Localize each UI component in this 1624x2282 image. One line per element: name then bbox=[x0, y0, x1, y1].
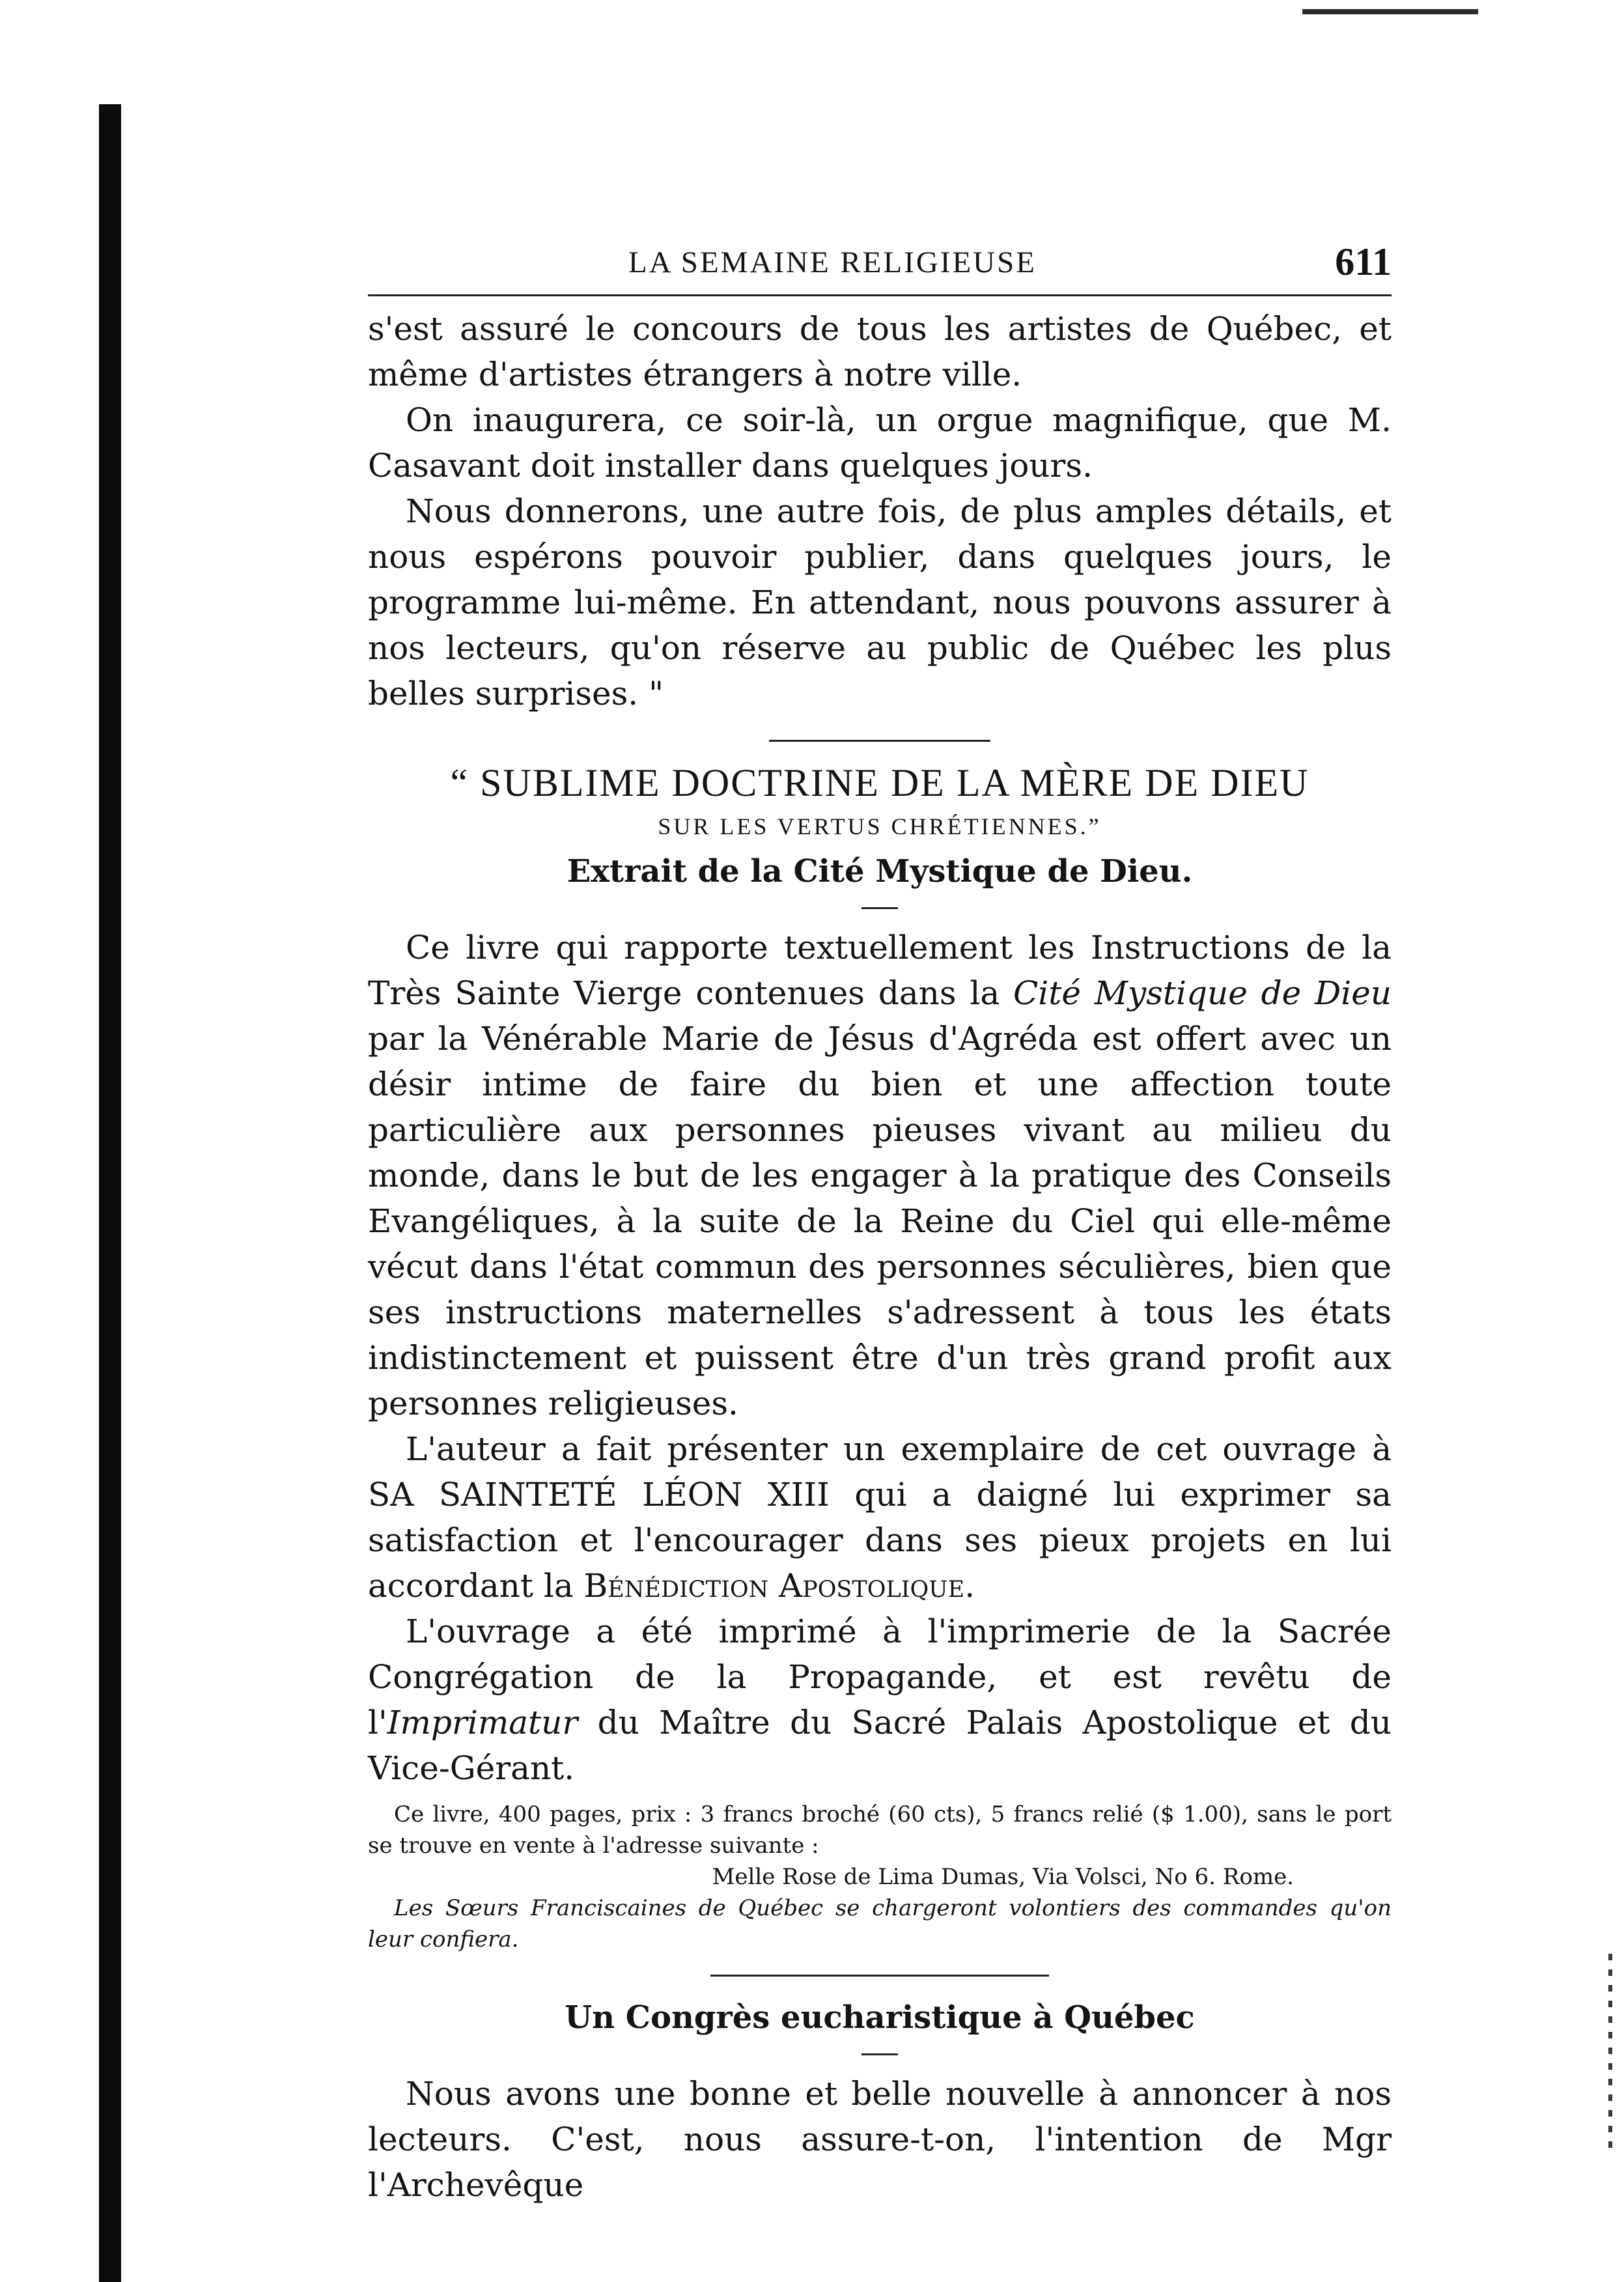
section-separator bbox=[769, 740, 990, 742]
binding-shadow bbox=[99, 104, 121, 2282]
imprimatur-text: Imprimatur bbox=[387, 1704, 578, 1741]
article-paragraph bbox=[368, 1609, 1392, 1791]
scan-edge-dots bbox=[1608, 1954, 1612, 2149]
article-subtitle: Extrait de la Cité Mystique de Dieu. bbox=[567, 853, 1193, 890]
page-number: 611 bbox=[1335, 240, 1392, 283]
header-rule bbox=[368, 294, 1392, 296]
paragraph-text: L'ouvrage a été imprimé à l'imprimerie de la Sacrée Congrégation de la Propagande, et est revêtu de l' bbox=[368, 1613, 1392, 1741]
benediction-text: Bénédiction Apostolique. bbox=[583, 1567, 975, 1605]
intro-paragraph: s'est assuré le concours de tous les artistes de Québec, et même d'artistes étrangers à notre ville. bbox=[368, 310, 1392, 393]
intro-paragraph: Nous donnerons, une autre fois, de plus amples détails, et nous espérons pouvoir publier, dans quelques jours, le programme lui-même. En attendant, nous pouvons assurer à nos lecteurs, qu'on réserve au public de Québec les plus belles surprises. " bbox=[368, 492, 1392, 712]
paragraph-text: par la Vénérable Marie de Jésus d'Agréda est offert avec un désir intime de faire du bien et une affection toute particulière aux personnes pieuses vivant au milieu du monde, dans le but de les engager à la pratique des Conseils Evangéliques, à la suite de la Reine du Ciel qui elle-même vécut dans l'état commun des personnes séculières, bien que ses instructions maternelles s'adressent à tous les états indistinctement et puissent être d'un très grand profit aux personnes religieuses. bbox=[368, 1020, 1392, 1422]
article-title: Un Congrès eucharistique à Québec bbox=[565, 1999, 1195, 2036]
section-separator bbox=[710, 1975, 1049, 1977]
text-block bbox=[368, 306, 1392, 2208]
address-note: Melle Rose de Lima Dumas, Via Volsci, No 6. Rome. bbox=[712, 1864, 1294, 1890]
orders-note: Les Sœurs Franciscaines de Québec se chargeront volontiers des commandes qu'on leur confiera. bbox=[368, 1895, 1392, 1952]
article-paragraph: Nous avons une bonne et belle nouvelle à annoncer à nos lecteurs. C'est, nous assure-t-on, l'intention de Mgr l'Archevêque bbox=[368, 2075, 1392, 2204]
article-paragraph bbox=[368, 925, 1392, 1426]
article-paragraph bbox=[368, 1426, 1392, 1609]
paragraph-text: du Maître du Sacré Palais Apostolique et du Vice-Gérant. bbox=[368, 1704, 1392, 1787]
short-dash bbox=[861, 2053, 898, 2055]
paragraph-text: Ce livre qui rapporte textuellement les Instructions de la Très Sainte Vierge contenues dans la bbox=[368, 929, 1392, 1012]
book-title: Cité Mystique de Dieu bbox=[1013, 974, 1392, 1012]
running-header bbox=[368, 234, 1392, 287]
scan-edge-mark bbox=[1302, 9, 1478, 14]
short-dash bbox=[861, 907, 898, 909]
intro-paragraph: On inaugurera, ce soir-là, un orgue magnifique, que M. Casavant doit installer dans quelques jours. bbox=[368, 401, 1392, 485]
article-title: “ SUBLIME DOCTRINE DE LA MÈRE DE DIEU bbox=[450, 761, 1309, 804]
paragraph-text: L'auteur a fait présenter un exemplaire de cet ouvrage à SA SAINTETÉ LÉON XIII qui a daigné lui exprimer sa satisfaction et l'encourager dans ses pieux projets en lui accordant la bbox=[368, 1430, 1392, 1605]
running-title: LA SEMAINE RELIGIEUSE bbox=[628, 246, 1037, 279]
article-title-line2: SUR LES VERTUS CHRÉTIENNES.” bbox=[658, 813, 1102, 839]
price-note: Ce livre, 400 pages, prix : 3 francs broché (60 cts), 5 francs relié ($ 1.00), sans le port se trouve en vente à l'adresse suivante : bbox=[368, 1801, 1392, 1859]
